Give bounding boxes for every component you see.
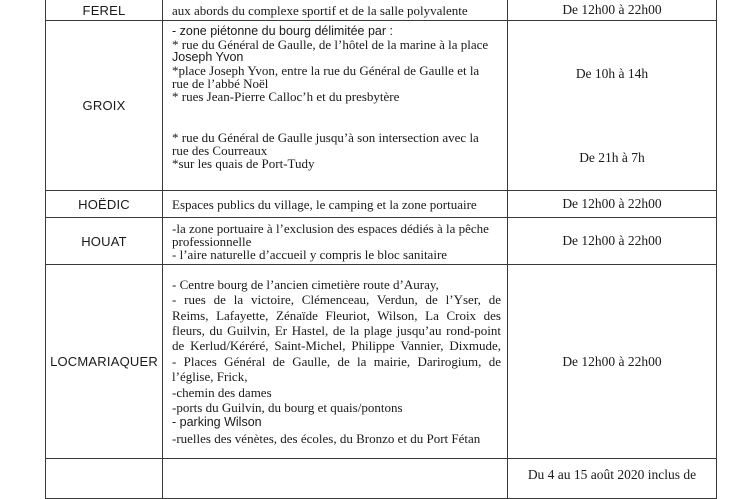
zone-line: Reims, Lafayette, Zénaïde Fleuriot, Wilson, La Croix des (172, 307, 501, 323)
zone-line: aux abords du complexe sportif et de la salle polyvalente (172, 2, 468, 18)
commune-cell: HOUAT (46, 218, 163, 265)
zone-line: *sur les quais de Port-Tudy (172, 155, 315, 171)
zone-cell (163, 127, 508, 191)
hours-cell: De 21h à 7h (508, 127, 717, 191)
zone-line: de Kerlud/Kéréré, Saint-Michel, Philippe Vannier, Dixmude, (172, 338, 501, 354)
zone-line: *place Joseph Yvon, entre la rue du Général de Gaulle et la (172, 63, 480, 78)
table-row (46, 0, 717, 21)
commune-cell: FEREL (46, 0, 163, 21)
zone-line: - zone piétonne du bourg délimitée par : (172, 24, 393, 38)
table-row (46, 21, 717, 127)
zone-line: * rue du Général de Gaulle, de l’hôtel de la marine à la place (172, 37, 489, 52)
zone-line: professionnelle (172, 233, 252, 249)
zone-line: rue de l’abbé Noël (172, 76, 269, 91)
zone-line: * rues Jean-Pierre Calloc’h et du presbytère (172, 89, 400, 104)
commune-cell: GROIX (46, 21, 163, 191)
zone-line: l’église, Frick, (172, 369, 248, 385)
zone-cell (163, 0, 508, 21)
zone-line: -ruelles des vénètes, des écoles, du Bronzo et du Port Fétan (172, 430, 481, 446)
zone-line: - Places Général de Gaulle, de la mairie, Darirogium, de (172, 353, 501, 369)
zone-cell (163, 459, 508, 499)
zone-line: fleurs, du Guilvin, Er Hastel, de la plage jusqu’au rond-point (172, 322, 501, 338)
hours-cell: De 12h00 à 22h00 (508, 191, 717, 218)
hours-cell: Du 4 au 15 août 2020 inclus de (508, 459, 717, 499)
commune-cell: LOCMARIAQUER (46, 265, 163, 459)
zone-line: - rues de la victoire, Clémenceau, Verdun, de l’Yser, de (172, 292, 501, 308)
zone-line: -la zone portuaire à l’exclusion des espaces dédiés à la pêche (172, 220, 489, 236)
zone-cell (163, 218, 508, 265)
zone-line: -ports du Guilvin, du bourg et quais/pontons (172, 400, 403, 416)
zone-line: - l’aire naturelle d’accueil y compris le bloc sanitaire (172, 246, 448, 262)
table-row (46, 191, 717, 218)
table-row (46, 218, 717, 265)
zone-line: rue des Courreaux (172, 142, 268, 158)
table-row (46, 265, 717, 459)
table-row (46, 459, 717, 499)
zone-cell (163, 21, 508, 127)
zone-line: Espaces publics du village, le camping et la zone portuaire (172, 196, 477, 212)
zone-line: Joseph Yvon (172, 50, 244, 64)
hours-cell: De 12h00 à 22h00 (508, 218, 717, 265)
zone-line: * rue du Général de Gaulle jusqu’à son intersection avec la (172, 129, 479, 145)
zone-line: - Centre bourg de l’ancien cimetière route d’Auray, (172, 276, 439, 292)
commune-cell (46, 459, 163, 499)
hours-cell: De 10h à 14h (508, 21, 717, 127)
zone-line: - parking Wilson (172, 415, 262, 430)
zone-cell (163, 191, 508, 218)
zone-line: -chemin des dames (172, 384, 272, 400)
restriction-table (45, 0, 717, 499)
hours-cell: De 12h00 à 22h00 (508, 0, 717, 21)
commune-cell: HOËDIC (46, 191, 163, 218)
zone-cell (163, 265, 508, 459)
hours-cell: De 12h00 à 22h00 (508, 265, 717, 459)
